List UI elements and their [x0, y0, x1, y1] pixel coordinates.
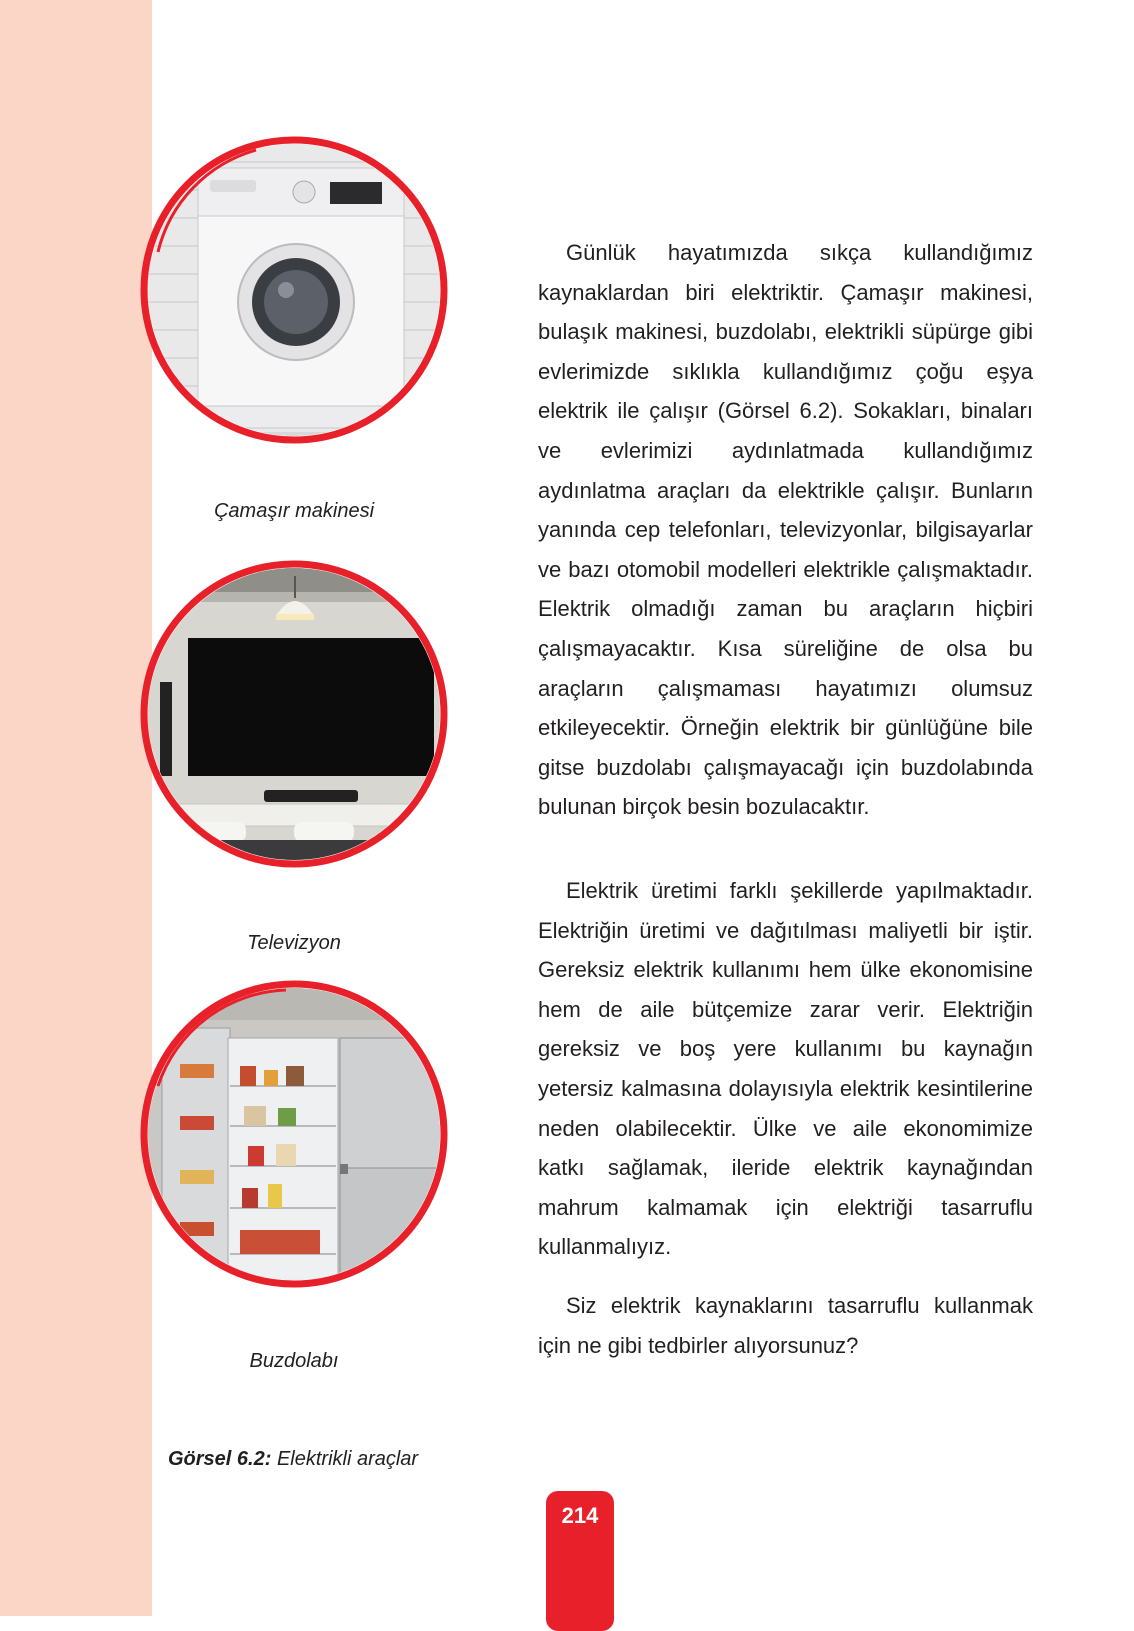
figure-caption-text: Elektrikli araçlar	[271, 1448, 419, 1470]
figure-caption-label: Görsel 6.2:	[168, 1448, 272, 1470]
body-paragraph-3: Siz elektrik kaynaklarını tasarruflu kullanmak için ne gibi tedbirler alıyorsunuz?	[538, 1293, 1033, 1358]
body-paragraph-1: Günlük hayatımızda sıkça kullandığımız kaynaklardan biri elektriktir. Çamaşır makinesi, bulaşık makinesi, buzdolabı, elektrikli süpürge gibi evlerimizde sıklıkla kullandığımız çoğu eşya elektrik ile çalışır (Görsel 6.2). Sokakları, binaları ve evlerimizi aydınlatmada kullandığımız aydınlatma araçları da elektrikle çalışır. Bunların yanında cep telefonları, televizyonlar, bilgisayarlar ve bazı otomobil modelleri elektrikle çalışmaktadır. Elektrik olmadığı zaman bu araçların hiçbiri çalışmayacaktır. Kısa süreliğine de olsa bu araçların çalışmaması hayatımızı olumsuz etkileyecektir. Örneğin elektrik bir günlüğüne bile gitse buzdolabı çalışmayacağı için buzdolabında bulunan birçok besin bozulacaktır.	[538, 240, 1033, 820]
refrigerator-photo	[136, 976, 452, 1292]
television-photo	[136, 556, 452, 872]
washing-machine-caption: Çamaşır makinesi	[213, 500, 375, 522]
body-paragraph-2: Elektrik üretimi farklı şekillerde yapılmaktadır. Elektriğin üretimi ve dağıtılması maliyetli bir iştir. Gereksiz elektrik kullanımı hem ülke ekonomisine hem de aile bütçemize zarar verir. Elektriğin gereksiz ve boş yere kullanımı bu kaynağın yetersiz kalmasına dolayısıyla elektrik kesintilerine neden olabilecektir. Ülke ve aile ekonomimize katkı sağlamak, ileride elektrik kaynağından mahrum kalmamak için elektriği tasarruflu kullanmalıyız.	[538, 878, 1033, 1260]
washing-machine-photo	[136, 132, 452, 448]
refrigerator-caption: Buzdolabı	[249, 1350, 339, 1372]
television-caption: Televizyon	[247, 932, 341, 954]
page-number: 214	[546, 1491, 614, 1631]
figure-caption	[168, 1448, 418, 1471]
side-band	[0, 0, 152, 1616]
